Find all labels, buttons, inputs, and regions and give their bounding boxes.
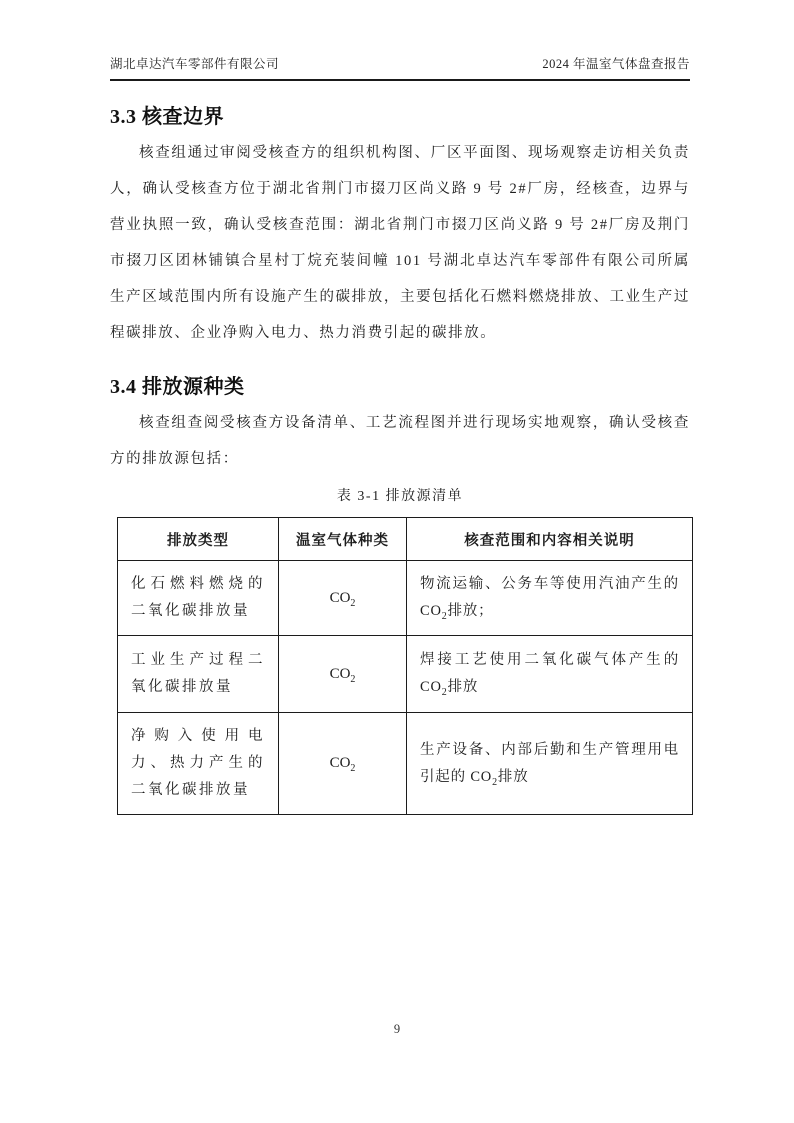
emission-type-cell: 净购入使用电力、热力产生的二氧化碳排放量 (118, 713, 279, 815)
co2-formula: $CO_2$ (329, 665, 356, 685)
section-heading-3-3 (110, 100, 690, 129)
table-row (118, 636, 693, 713)
column-header-gas-kind: 温室气体种类 (279, 518, 407, 561)
description-text: 物流运输、公务车等使用汽油产生的 (420, 576, 679, 592)
co2-formula: $CO_2$ (329, 589, 356, 609)
section-title: 核查边界 (142, 106, 224, 128)
section-number: 3.3 (110, 106, 137, 128)
header-report-title: 2024 年温室气体盘查报告 (542, 57, 690, 71)
description-text: 焊接工艺使用二氧化碳气体产生的 (420, 652, 679, 668)
header-company-name: 湖北卓达汽车零部件有限公司 (110, 57, 280, 71)
table-caption: 表 3-1 排放源清单 (336, 489, 464, 504)
description-text: 排放 (447, 679, 479, 695)
gas-cell (279, 561, 407, 636)
table-row (118, 561, 693, 636)
page-content (110, 0, 690, 815)
description-cell (407, 561, 693, 636)
section-number: 3.4 (110, 376, 137, 398)
column-header-emission-type: 排放类型 (118, 518, 279, 561)
emission-type-cell: 工业生产过程二氧化碳排放量 (118, 636, 279, 713)
co2-formula: $CO_2$ (329, 755, 356, 774)
running-header (110, 0, 690, 81)
gas-cell (279, 713, 407, 815)
co2-formula: $CO_2$ (420, 603, 448, 622)
table-header-row (118, 518, 693, 561)
section-3-4-paragraph: 核查组查阅受核查方设备清单、工艺流程图并进行现场实地观察，确认受核查方的排放源包括： (110, 415, 690, 467)
description-cell (407, 636, 693, 713)
column-header-scope-description: 核查范围和内容相关说明 (407, 518, 693, 561)
table-row (118, 713, 693, 815)
page-number: 9 (393, 1022, 401, 1036)
section-title: 排放源种类 (142, 376, 245, 398)
section-heading-3-4 (110, 370, 690, 399)
co2-formula: $CO_2$ (420, 679, 448, 698)
emission-type-cell: 化石燃料燃烧的二氧化碳排放量 (118, 561, 279, 636)
co2-formula: $CO_2$ (470, 768, 498, 788)
description-text: 排放； (447, 603, 494, 619)
gas-cell (279, 636, 407, 713)
description-cell (407, 713, 693, 815)
section-3-3-paragraph: 核查组通过审阅受核查方的组织机构图、厂区平面图、现场观察走访相关负责人，确认受核查方位于湖北省荆门市掇刀区尚义路 9 号 2#厂房，经核查，边界与营业执照一致，确认受核查范围：湖北省荆门市掇刀区尚义路 9 号 2#厂房及荆门市掇刀区团林铺镇合星村丁烷充装间幢 101 号湖北卓达汽车零部件有限公司所属生产区域范围内所有设施产生的碳排放，主要包括化石燃料燃烧排放、工业生产过程碳排放、企业净购入电力、热力消费引起的碳排放。 (110, 145, 690, 341)
description-text: 排放 (497, 768, 529, 785)
emission-source-table (117, 517, 693, 815)
description-text: 生产设备、内部后勤和生产管理用电引起的 (420, 741, 679, 785)
